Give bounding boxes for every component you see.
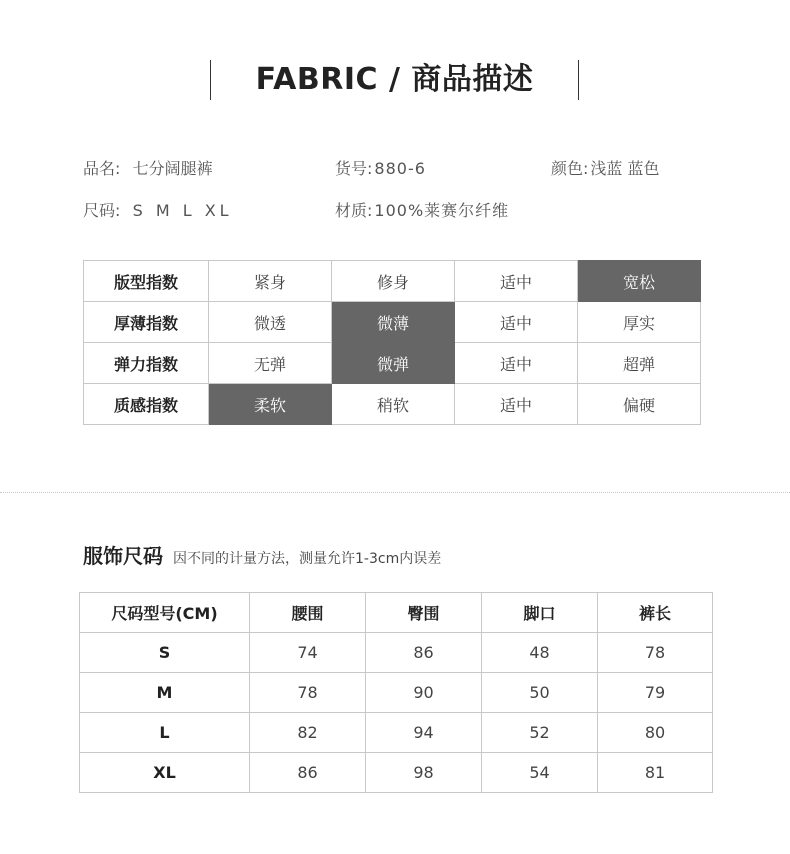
size-value-cell: 98	[366, 753, 482, 793]
size-table-header-row	[80, 593, 713, 633]
product-material-value: 100%莱赛尔纤维	[374, 201, 510, 220]
attribute-option: 适中	[455, 302, 578, 343]
attribute-option: 无弹	[209, 343, 332, 384]
attribute-row-label: 弹力指数	[84, 343, 209, 384]
attribute-option-selected: 宽松	[578, 261, 701, 302]
size-table-header-cell: 腰围	[250, 593, 366, 633]
size-value-cell: 74	[250, 633, 366, 673]
size-table-row	[80, 633, 713, 673]
size-label-cell: XL	[80, 753, 250, 793]
attribute-option: 超弹	[578, 343, 701, 384]
product-sku	[335, 159, 426, 179]
size-value-cell: 80	[598, 713, 713, 753]
size-label-cell: L	[80, 713, 250, 753]
product-color-label: 颜色:	[551, 159, 589, 178]
attribute-row	[84, 384, 701, 425]
section-header	[0, 58, 790, 102]
size-label-cell: S	[80, 633, 250, 673]
attribute-option-selected: 微薄	[332, 302, 455, 343]
attribute-row-label: 厚薄指数	[84, 302, 209, 343]
size-table-row	[80, 713, 713, 753]
attribute-option-selected: 柔软	[209, 384, 332, 425]
size-value-cell: 78	[250, 673, 366, 713]
product-color	[551, 159, 660, 179]
attribute-option: 偏硬	[578, 384, 701, 425]
header-right-bar	[578, 60, 579, 100]
attribute-row	[84, 343, 701, 384]
size-value-cell: 78	[598, 633, 713, 673]
product-sku-value: 880-6	[374, 159, 426, 178]
attribute-row-label: 质感指数	[84, 384, 209, 425]
size-value-cell: 79	[598, 673, 713, 713]
attribute-option: 厚实	[578, 302, 701, 343]
attribute-row-label: 版型指数	[84, 261, 209, 302]
size-value-cell: 94	[366, 713, 482, 753]
size-value-cell: 81	[598, 753, 713, 793]
size-table-row	[80, 673, 713, 713]
size-table-header-cell: 脚口	[482, 593, 598, 633]
size-value-cell: 90	[366, 673, 482, 713]
section-divider	[0, 492, 790, 493]
size-table-header-cell: 臀围	[366, 593, 482, 633]
size-chart-table	[79, 592, 713, 793]
attribute-row	[84, 261, 701, 302]
attribute-option-selected: 微弹	[332, 343, 455, 384]
product-material-label: 材质:	[335, 201, 373, 220]
attribute-option: 稍软	[332, 384, 455, 425]
size-section-note: 因不同的计量方法，测量允许1-3cm内误差	[173, 551, 442, 567]
product-color-value: 浅蓝 蓝色	[590, 159, 660, 178]
attribute-option: 紧身	[209, 261, 332, 302]
size-value-cell: 86	[250, 753, 366, 793]
size-value-cell: 54	[482, 753, 598, 793]
size-table-row	[80, 753, 713, 793]
attribute-option: 微透	[209, 302, 332, 343]
attribute-index-table	[83, 260, 701, 425]
attribute-option: 适中	[455, 343, 578, 384]
attribute-row	[84, 302, 701, 343]
product-name-label: 品名:	[83, 159, 121, 178]
product-sku-label: 货号:	[335, 159, 373, 178]
size-value-cell: 82	[250, 713, 366, 753]
size-value-cell: 52	[482, 713, 598, 753]
attribute-option: 适中	[455, 384, 578, 425]
section-title: FABRIC / 商品描述	[255, 62, 534, 97]
size-section-header	[83, 540, 441, 569]
product-name	[83, 159, 213, 179]
size-table-header-cell: 裤长	[598, 593, 713, 633]
product-sizes-label: 尺码:	[83, 201, 121, 220]
attribute-option: 修身	[332, 261, 455, 302]
product-name-value: 七分阔腿裤	[132, 159, 213, 178]
product-sizes-value: S M L XL	[132, 201, 233, 220]
size-section-title: 服饰尺码	[83, 544, 163, 568]
size-table-header-cell: 尺码型号(CM)	[80, 593, 250, 633]
size-value-cell: 48	[482, 633, 598, 673]
size-value-cell: 50	[482, 673, 598, 713]
attribute-option: 适中	[455, 261, 578, 302]
product-material	[335, 201, 509, 221]
product-sizes	[83, 201, 233, 221]
size-label-cell: M	[80, 673, 250, 713]
size-value-cell: 86	[366, 633, 482, 673]
